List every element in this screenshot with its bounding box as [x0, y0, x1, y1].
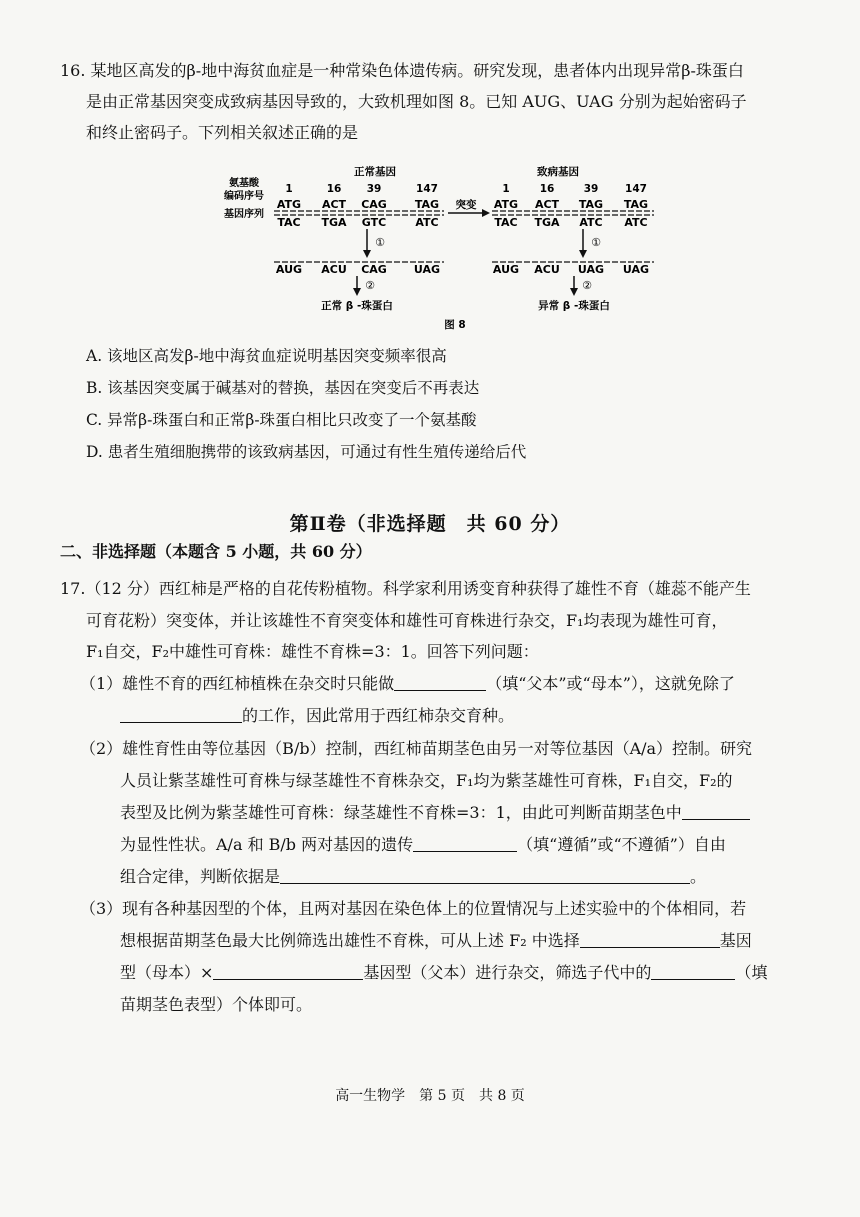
- q16-line-2: 是由正常基因突变成致病基因导致的，大致机理如图 8。已知 AUG、UAG 分别为起始密码子: [86, 92, 747, 111]
- normal-mrna-16: ACU: [321, 263, 347, 276]
- mutant-bottom-1: TAC: [494, 216, 518, 229]
- answer-blank-parent-role[interactable]: [394, 674, 486, 691]
- q17-sub2-line-5: [120, 866, 706, 888]
- q17-sub2-text-c: 表型及比例为紫茎雄性可育株：绿茎雄性不育株=3：1，由此可判断苗期茎色中: [120, 803, 682, 822]
- mutant-top-39: TAG: [578, 198, 604, 211]
- label-aa-1: 氨基酸: [229, 178, 259, 189]
- label-aa-2: 编码序号: [224, 191, 264, 202]
- answer-blank-avoided-work[interactable]: [120, 706, 242, 723]
- answer-blank-follows-law[interactable]: [413, 835, 517, 852]
- answer-blank-reason[interactable]: [280, 867, 690, 884]
- normal-gene-title: 正常基因: [354, 166, 396, 178]
- num-normal-147: 147: [416, 183, 438, 195]
- q17-line-3: F₁自交，F₂中雄性可育株：雄性不育株=3：1。回答下列问题：: [86, 642, 539, 661]
- q17-sub3-text-b: 想根据苗期茎色最大比例筛选出雄性不育株，可从上述 F₂ 中选择: [120, 931, 580, 950]
- normal-bottom-39: GTC: [361, 216, 387, 229]
- q17-sub1-line-1: [80, 673, 735, 695]
- normal-protein-label: 正常 β -珠蛋白: [321, 300, 393, 312]
- q17-sub2-text-g: 。: [690, 867, 707, 886]
- q17-sub2-line-2: 人员让紫茎雄性可育株与绿茎雄性不育株杂交，F₁均为紫茎雄性可育株，F₁自交，F₂的: [120, 771, 733, 790]
- answer-blank-mother-genotype[interactable]: [580, 931, 720, 948]
- answer-blank-stem-color[interactable]: [651, 963, 735, 980]
- normal-mrna-1: AUG: [275, 263, 303, 276]
- q17-sub1-text-b: （填“父本”或“母本”），这就免除了: [486, 674, 735, 693]
- normal-arrow-1-head: [363, 250, 371, 258]
- q17-sub2-line-3: [120, 802, 750, 824]
- mutant-top-16: ACT: [534, 198, 560, 211]
- mutant-step-2: ②: [582, 279, 592, 292]
- q17-sub3-line-3: [120, 962, 767, 984]
- mutant-arrow-1-head: [579, 250, 587, 258]
- num-normal-39: 39: [366, 183, 382, 195]
- q17-sub3-text-c: 基因: [719, 931, 752, 950]
- mutant-mrna-1: AUG: [492, 263, 520, 276]
- normal-mrna-147: UAG: [413, 263, 441, 276]
- answer-blank-dominant-trait[interactable]: [682, 803, 750, 820]
- normal-arrow-2-head: [353, 288, 361, 296]
- num-mutant-1: 1: [502, 183, 510, 195]
- figure-caption: 图 8: [444, 319, 466, 331]
- mutant-step-1: ①: [591, 236, 601, 249]
- answer-blank-father-genotype[interactable]: [213, 963, 363, 980]
- q17-sub3-text-d: 型（母本）×: [120, 963, 214, 982]
- normal-step-1: ①: [375, 236, 385, 249]
- q17-line-1: 17.（12 分）西红柿是严格的自花传粉植物。科学家利用诱变育种获得了雄性不育（雄蕊不能产生: [60, 579, 751, 598]
- q17-sub2-text-f: 组合定律，判断依据是: [120, 867, 281, 886]
- num-mutant-16: 16: [539, 183, 555, 195]
- q17-sub3-text-f: （填: [735, 963, 768, 982]
- mutant-bottom-147: ATC: [624, 216, 648, 229]
- mutation-arrow-head: [482, 209, 490, 217]
- q17-sub1-line-2: [120, 705, 514, 727]
- q16-option-b: B. 该基因突变属于碱基对的替换，基因在突变后不再表达: [86, 379, 480, 397]
- q17-sub3-line-4: 苗期茎色表型）个体即可。: [120, 995, 313, 1014]
- normal-bottom-147: ATC: [415, 216, 439, 229]
- normal-top-16: ACT: [321, 198, 347, 211]
- part2-heading: 二、非选择题（本题含 5 小题，共 60 分）: [60, 542, 372, 561]
- mutant-bottom-39: ATC: [579, 216, 603, 229]
- num-mutant-39: 39: [583, 183, 599, 195]
- mutant-mrna-39: UAG: [577, 263, 605, 276]
- mutant-mrna-16: ACU: [534, 263, 560, 276]
- q16-line-3: 和终止密码子。下列相关叙述正确的是: [86, 123, 359, 142]
- q17-sub2-text-d: 为显性性状。A/a 和 B/b 两对基因的遗传: [120, 835, 414, 854]
- figure-8-diagram: [210, 162, 670, 332]
- normal-bottom-16: TGA: [321, 216, 347, 229]
- q17-sub1-text-a: （1）雄性不育的西红柿植株在杂交时只能做: [80, 674, 395, 693]
- page-footer: 高一生物学 第 5 页 共 8 页: [335, 1088, 525, 1104]
- q16-option-a: A. 该地区高发β-地中海贫血症说明基因突变频率很高: [86, 347, 447, 365]
- mutant-protein-label: 异常 β -珠蛋白: [538, 300, 610, 312]
- normal-mrna-39: CAG: [361, 263, 387, 276]
- q17-sub1-text-c: 的工作，因此常用于西红柿杂交育种。: [242, 706, 515, 725]
- normal-top-147: TAG: [414, 198, 440, 211]
- normal-bottom-1: TAC: [277, 216, 301, 229]
- mutant-top-1: ATG: [493, 198, 519, 211]
- normal-step-2: ②: [365, 279, 375, 292]
- num-mutant-147: 147: [625, 183, 647, 195]
- normal-top-1: ATG: [276, 198, 302, 211]
- q17-sub3-text-e: 基因型（父本）进行杂交，筛选子代中的: [363, 963, 652, 982]
- q17-sub2-line-4: [120, 834, 726, 856]
- mutation-label: 突变: [455, 199, 477, 211]
- mutant-top-147: TAG: [623, 198, 649, 211]
- mutant-gene-title: 致病基因: [537, 166, 579, 178]
- mutant-arrow-2-head: [570, 288, 578, 296]
- q17-sub2-line-1: （2）雄性育性由等位基因（B/b）控制，西红柿苗期茎色由另一对等位基因（A/a）控制。研究: [80, 739, 753, 758]
- part2-title: 第Ⅱ卷（非选择题 共 60 分）: [289, 513, 571, 535]
- q17-sub3-line-2: [120, 930, 752, 952]
- q17-sub2-text-e: （填“遵循”或“不遵循”）自由: [517, 835, 726, 854]
- num-normal-1: 1: [285, 183, 293, 195]
- q16-option-d: D. 患者生殖细胞携带的该致病基因，可通过有性生殖传递给后代: [86, 443, 527, 461]
- mutant-bottom-16: TGA: [534, 216, 560, 229]
- q17-sub3-line-1: （3）现有各种基因型的个体，且两对基因在染色体上的位置情况与上述实验中的个体相同，若: [80, 899, 747, 918]
- q17-line-2: 可育花粉）突变体，并让该雄性不育突变体和雄性可育株进行杂交，F₁均表现为雄性可育，: [86, 611, 728, 630]
- q16-line-1: 16. 某地区高发的β-地中海贫血症是一种常染色体遗传病。研究发现，患者体内出现异常β-珠蛋白: [60, 61, 744, 80]
- label-seq: 基因序列: [224, 209, 264, 220]
- normal-top-39: CAG: [361, 198, 387, 211]
- mutant-mrna-147: UAG: [622, 263, 650, 276]
- num-normal-16: 16: [326, 183, 342, 195]
- q16-option-c: C. 异常β-珠蛋白和正常β-珠蛋白相比只改变了一个氨基酸: [86, 411, 477, 429]
